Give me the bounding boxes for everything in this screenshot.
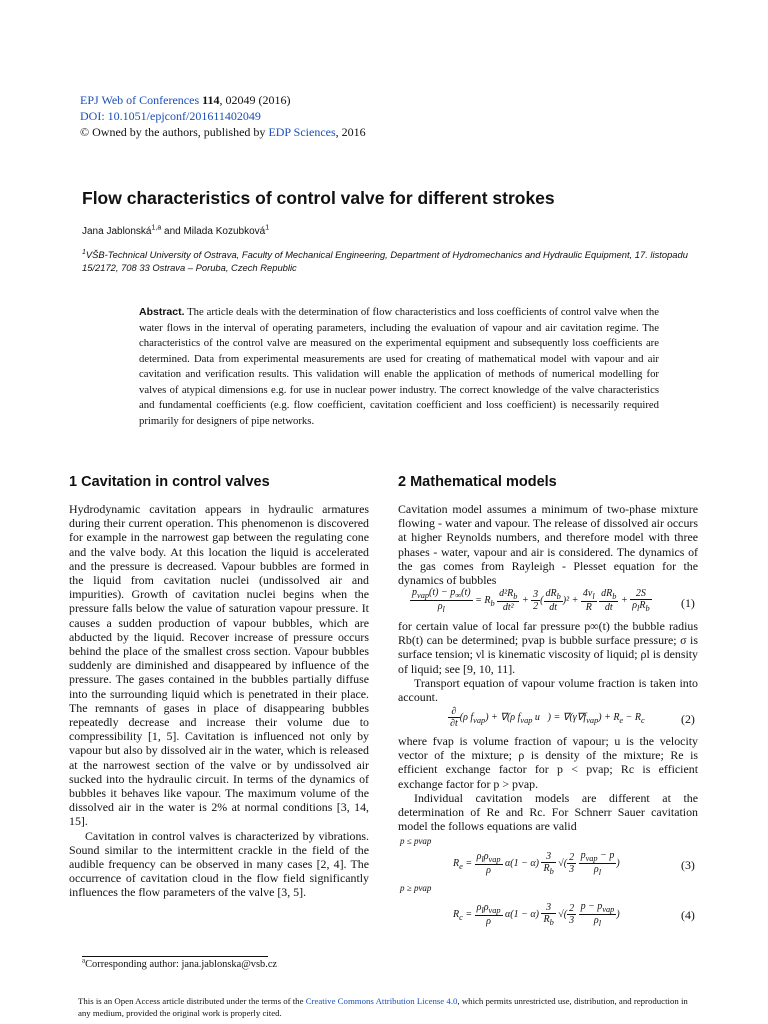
publisher-link[interactable]: EDP Sciences: [268, 125, 336, 139]
section-1-paragraph-1: Hydrodynamic cavitation appears in hydraulic armatures during their current operation. This phenomenon is discovered for example in the narrowest gap between the regulating cone and the valve body. At this location the liquid is accelerated and the pressure is decreased. Vapour bubbles are formed in the liquid from cavitation nuclei (undissolved air and impurities). Growth of cavitation nuclei begins when the pressure falls below the value of saturation vapour pressure. It causes a sudden production of vapour bubbles, which are abducted by the liquid. Recover increase of pressure occurs behind the place of the smallest cross section. Vapour bubbles suddenly are diminished and disappeared by influence of the pressure. The gases contained in the bubbles partially diffuse into the surrounding liquid which is penetrated in their place. The remnants of gases in place of disappearing bubbles repeatedly decrease and increase their volume due to compressibility [1, 5]. Cavitation is influenced not only by vapour but also by dissolved air in the water, which is released at the narrowest section of the valve or by undissolved air sucked into the hydraulic circuit. In terms of the dynamics of bubbles it behaves like vapour. The maximum volume of the dissolved air in the water is 2% at normal conditions [3, 14, 15].: [69, 502, 369, 829]
copyright-line: [80, 124, 366, 140]
license-link[interactable]: Creative Commons Attribution License 4.0: [305, 996, 458, 1006]
author-line: [82, 226, 269, 237]
footnote-sup: a: [82, 956, 86, 965]
affiliation: [82, 248, 702, 274]
section-1-heading: 1 Cavitation in control valves: [69, 474, 270, 490]
equation-1-number: (1): [681, 596, 695, 610]
section-2-text-5: Individual cavitation models are different at the determination of Re and Rc. For Schnerr Sauer cavitation model the follows equations are valid: [398, 790, 698, 834]
equation-2: $\frac{\partial}{\partial t}$ (ρ $f_{vap}) + \nabla(\rho$ $f_{vap}$ u⃗) = $\nabla(\gamma\nabla f_{vap}) + R_e - R_c$: [450, 706, 645, 729]
section-1-body: [69, 502, 369, 900]
equation-2-number: (2): [681, 712, 695, 726]
abstract: [139, 305, 659, 429]
author-2-sup: 1: [265, 224, 270, 232]
abstract-text: The article deals with the determination of flow characteristics and loss coefficients of control valve when the water flows in the interval of operating parameters, including the evaluation of vapour and air cavitation regime. The characteristics of the control valve are measured on the experimental equipment and subsequently loss coefficients are determined. Data from experimental measurements are used for creating of mathematical model with vapour and air cavitation and verification results. This validation will enable the application of methods of numerical modelling for valves of atypical dimensions e.g. for use in nuclear power industry. The correct knowledge of the valve characteristics and fundamental coefficients (e.g. flow coefficient, cavitation coefficient and loss coefficient) is necessarily required primarily for designers of pipe networks.: [139, 306, 659, 427]
section-2-text-1: Cavitation model assumes a minimum of two-phase mixture flowing - water and vapour. The release of dissolved air occurs at higher Reynolds numbers, and therefore model with three phases - water, vapour and air is considered. The dynamics of the gas comes from Rayleigh - Plesset equation for the dynamics of bubbles: [398, 502, 698, 588]
license-text-pre: This is an Open Access article distributed under the terms of the: [78, 996, 304, 1006]
equation-4-number: (4): [681, 908, 695, 922]
footnote-text: Corresponding author: jana.jablonska@vsb.cz: [85, 959, 278, 970]
equation-1: $\frac{p_{vap}(t) - p_\infty(t)}{\rho_l}$ = $R_b$ $\frac{d^2R_b}{\text{dt²}}$ + $\frac{3}{2}$ ( $\frac{dR_b}{dt}$ )² + $\frac{4\nu_l}{R}$ $\frac{dR_b}{dt}$ + $\frac{2S}{\rho_lR_b}$: [412, 587, 650, 614]
equation-4-condition: p ≥ pvap: [400, 883, 432, 893]
section-2-text-4: where fvap is volume fraction of vapour; u is the velocity vector of the mixture; ρ is density of the mixture; Re is efficient exchange factor for p < pvap; Rc is efficient exchange factor for p > pvap.: [398, 734, 698, 791]
section-2-heading: 2 Mathematical models: [398, 474, 557, 490]
journal-link[interactable]: EPJ Web of Conferences: [80, 93, 200, 107]
journal-volume: 114: [202, 93, 220, 107]
section-2-paragraph-2: [398, 619, 698, 704]
journal-header: [80, 92, 366, 140]
affiliation-text: VŠB-Technical University of Ostrava, Faculty of Mechanical Engineering, Department of Hydromechanics and Hydraulic Equipment, 17. listopadu 15/2172, 708 33 Ostrava – Poruba, Czech Republic: [82, 249, 688, 273]
equation-3-number: (3): [681, 858, 695, 872]
section-2-paragraph-1: [398, 502, 698, 587]
section-2-text-3: Transport equation of vapour volume fraction is taken into account.: [398, 675, 698, 705]
section-1-paragraph-2: Cavitation in control valves is characterized by vibrations. Sound similar to the intermittent crackle in the field of the audible frequency can be observed in many cases [2, 4]. The occurrence of cavitation cloud in the flow field significantly influences the flow parameters of the valve [3, 5].: [69, 828, 369, 900]
abstract-label: Abstract.: [139, 306, 185, 318]
copyright-year: , 2016: [335, 125, 366, 139]
author-1-sup: 1,a: [151, 224, 162, 232]
journal-article-number: , 02049 (2016): [219, 93, 291, 107]
section-2-paragraph-3: [398, 734, 698, 833]
copyright-prefix: © Owned by the authors, published by: [80, 125, 266, 139]
equation-3: $R_e$ = $\frac{\rho_l\rho_{vap}}{\rho}$ α(1 − α) $\frac{3}{R_b}$ √( $\frac{2}{3}$ $\frac{p_{vap} - p}{\rho_l}$ ): [453, 850, 620, 877]
equation-3-condition: p ≤ pvap: [400, 836, 432, 846]
author-1: Jana Jablonská: [82, 226, 152, 237]
footnote: [82, 956, 278, 970]
footnote-rule: [82, 956, 268, 957]
license-notice: [78, 996, 698, 1019]
license-text-post: , which permits unrestricted use, distribution, and reproduction in any medium, provided the original work is properly cited.: [78, 996, 688, 1018]
section-2-text-2: for certain value of local far pressure p∞(t) the bubble radius Rb(t) can be determined; pvap is bubble surface pressure; σ is surface tension; νl is kinematic viscosity of liquid; ρl is density of liquid; see [9, 10, 11].: [398, 619, 698, 676]
doi-link[interactable]: DOI: 10.1051/epjconf/201611402049: [80, 109, 261, 123]
paper-title: Flow characteristics of control valve for different strokes: [82, 188, 555, 208]
affiliation-sup: 1: [82, 248, 86, 256]
journal-citation: [80, 92, 366, 108]
author-2: and Milada Kozubková: [161, 226, 266, 237]
equation-4: $R_c$ = $\frac{\rho_l\rho_{vap}}{\rho}$ α(1 − α) $\frac{3}{R_b}$ √( $\frac{2}{3}$ $\frac{p - p_{vap}}{\rho_l}$ ): [453, 901, 620, 928]
